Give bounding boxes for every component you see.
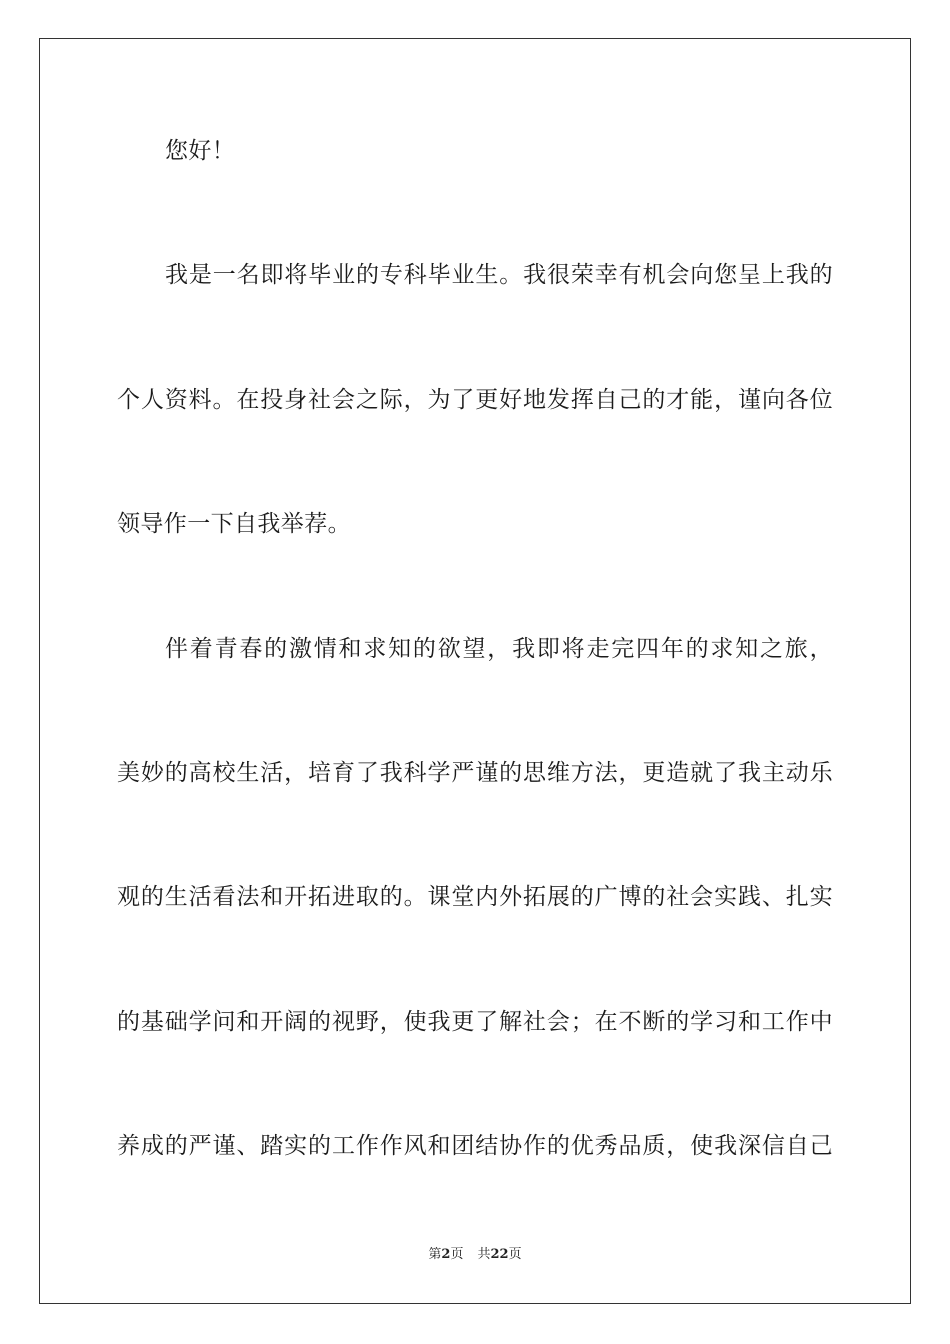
paragraph-line: 的基础学问和开阔的视野，使我更了解社会；在不断的学习和工作中 [117, 1009, 833, 1035]
paragraph-line: 养成的严谨、踏实的工作作风和团结协作的优秀品质，使我深信自己 [117, 1133, 833, 1159]
paragraph-line: 观的生活看法和开拓进取的。课堂内外拓展的广博的社会实践、扎实 [117, 884, 833, 910]
total-prefix: 共 [477, 1247, 491, 1262]
page-prefix: 第 [428, 1247, 442, 1262]
paragraph-line: 伴着青春的激情和求知的欲望，我即将走完四年的求知之旅， [165, 636, 833, 662]
salutation: 您好！ [165, 138, 236, 164]
page-frame [39, 38, 911, 1304]
paragraph-line: 个人资料。在投身社会之际，为了更好地发挥自己的才能，谨向各位 [117, 387, 833, 413]
paragraph-line: 领导作一下自我举荐。 [117, 511, 351, 537]
paragraph-line: 美妙的高校生活，培育了我科学严谨的思维方法，更造就了我主动乐 [117, 760, 833, 786]
paragraph-line: 我是一名即将毕业的专科毕业生。我很荣幸有机会向您呈上我的 [165, 262, 833, 288]
total-page-count: 22 [490, 1247, 509, 1262]
page-footer [0, 1246, 950, 1264]
current-page-number: 2 [441, 1247, 451, 1262]
page-suffix: 页 [450, 1247, 464, 1262]
total-suffix: 页 [508, 1247, 522, 1262]
